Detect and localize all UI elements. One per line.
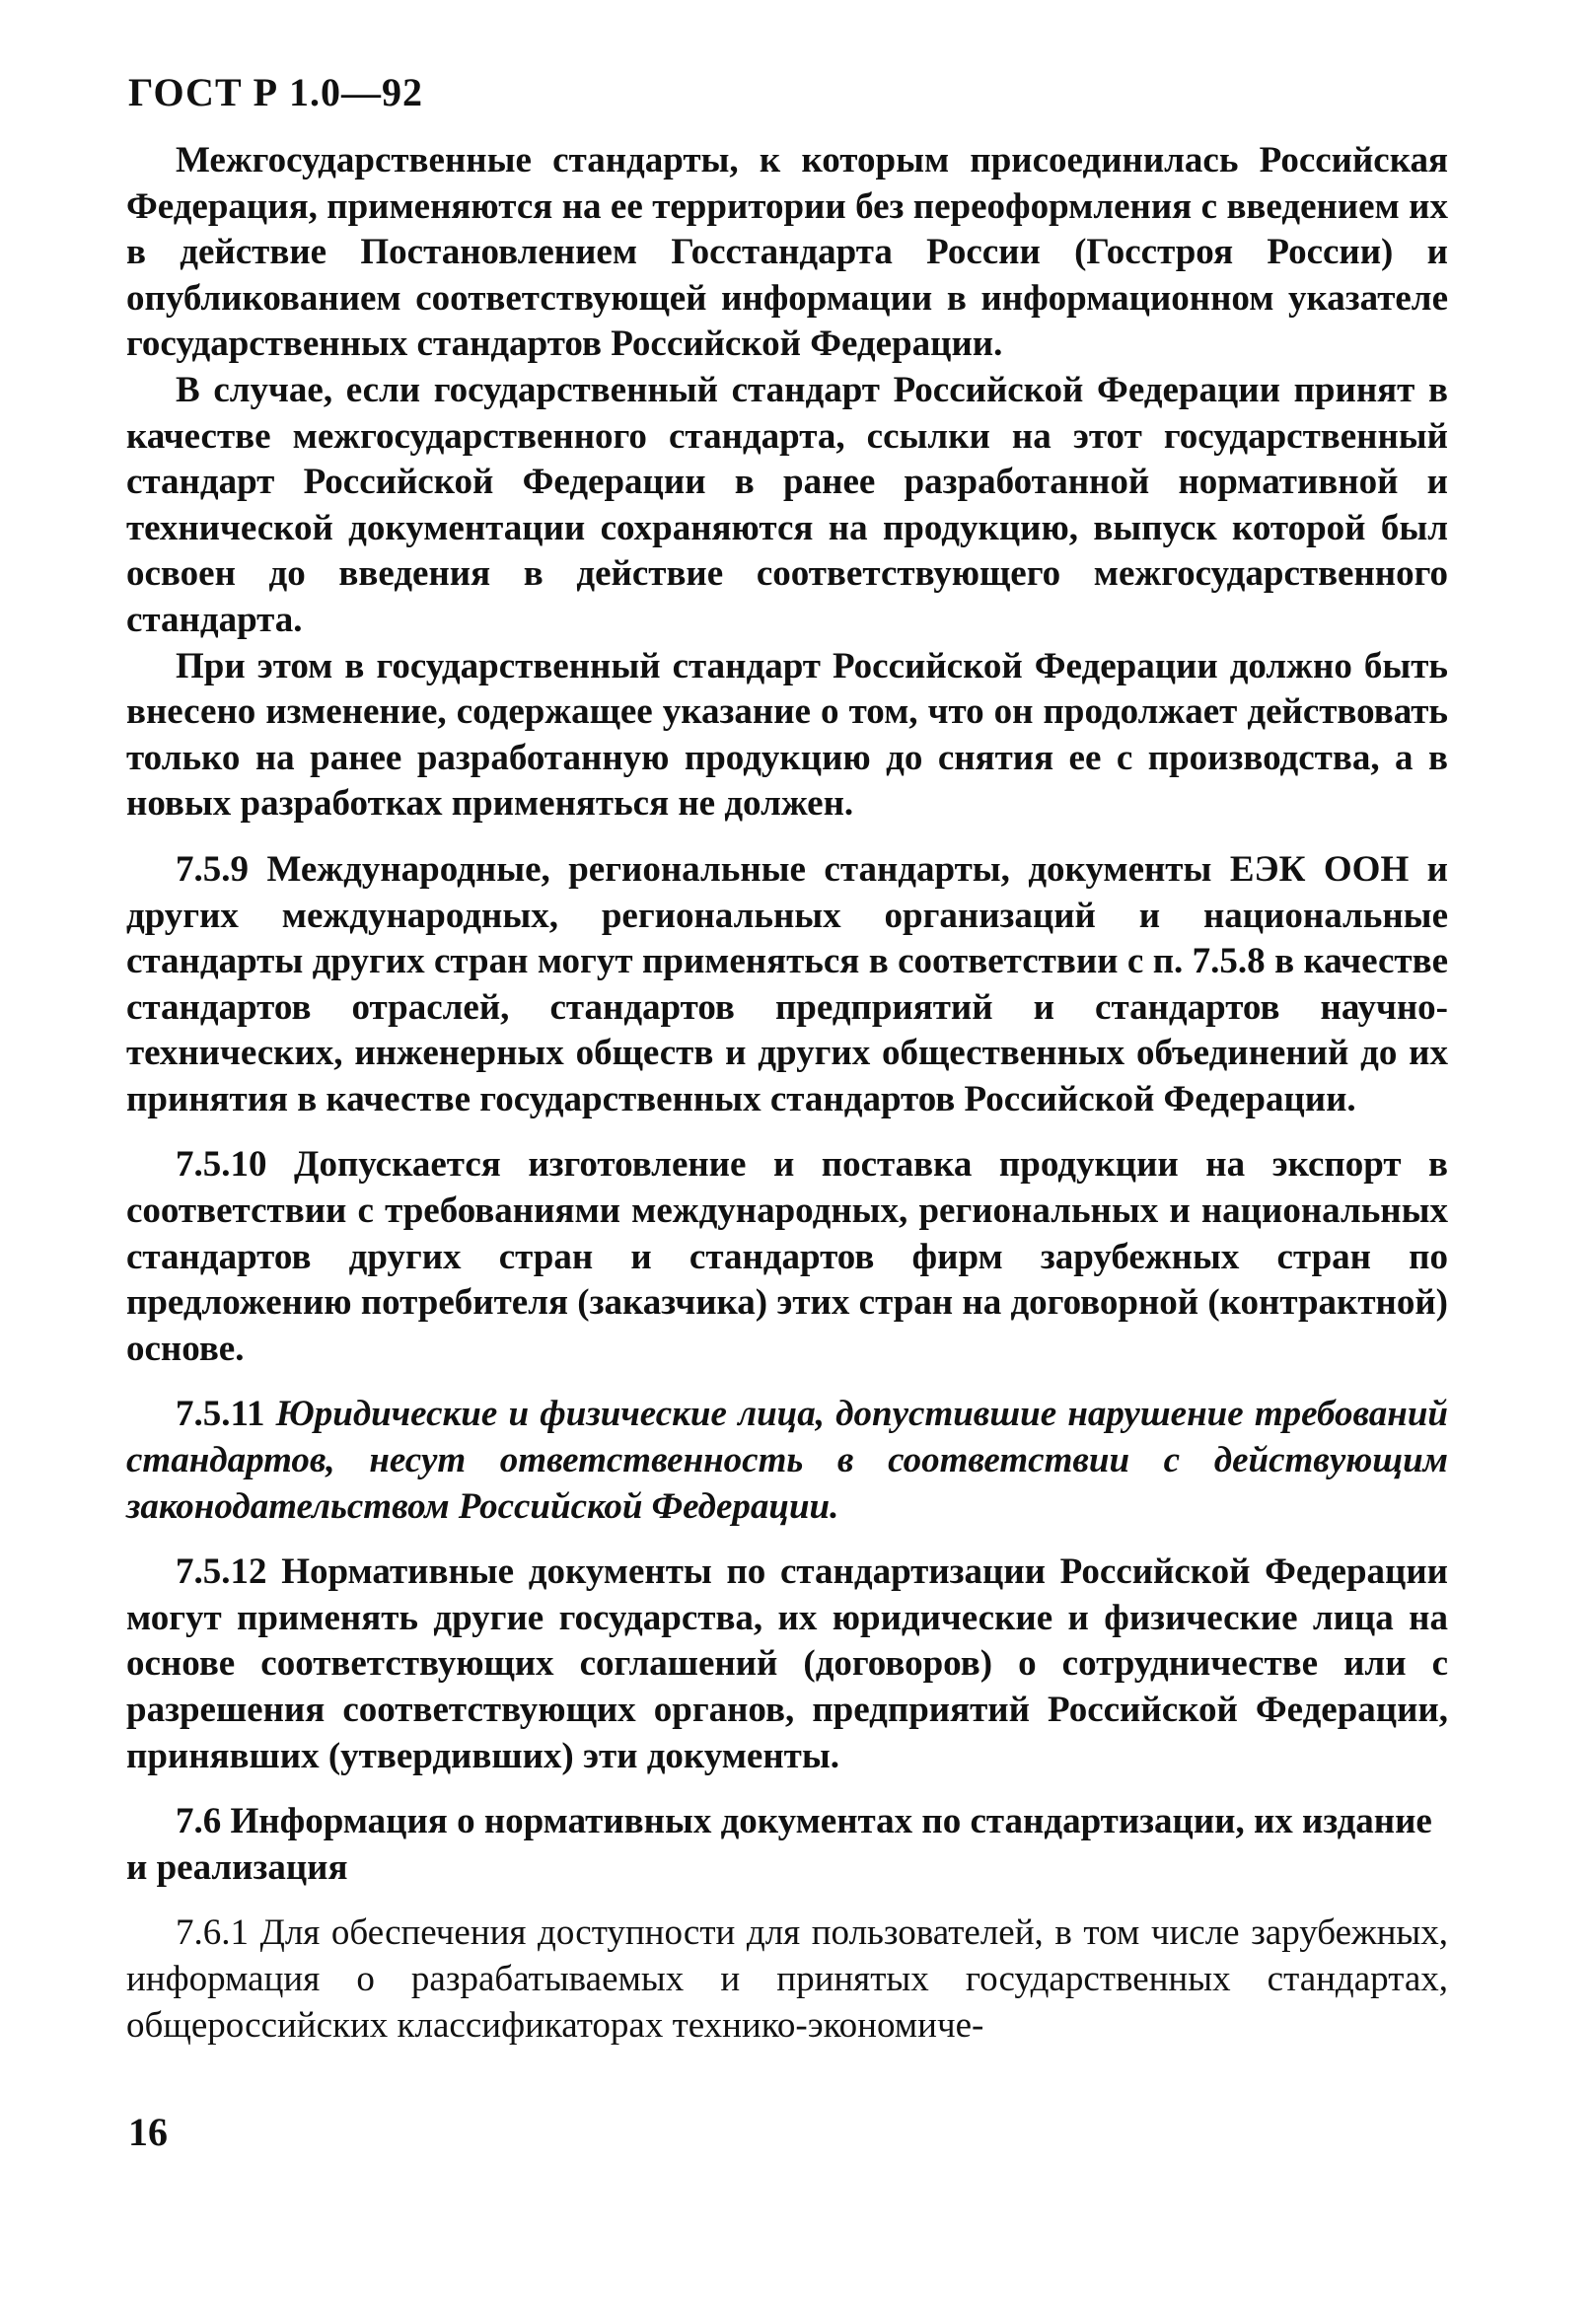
page-number: 16 (128, 2110, 168, 2154)
paragraph-7-5-12: 7.5.12 Нормативные документы по стандартизации Российской Федерации могут применять другие государства, их юридические и физические лица на основе соответствующих соглашений (договоров) о сотрудничестве или с разрешения соответствующих органов, предприятий Российской Федерации, принявших (утвердивших) эти документы. (126, 1551, 1448, 1776)
paragraph-interstate-standards: Межгосударственные стандарты, к которым присоединилась Российская Федерация, применяются на ее территории без переоформления с введением их в действие Постановлением Госстандарта России (Госстроя России) и опубликованием соответствующей информации в информационном указателе государственных стандартов Российской Федерации. (126, 140, 1448, 365)
paragraph-adoption-case: В случае, если государственный стандарт Российской Федерации принят в качестве межгосударственного стандарта, ссылки на этот государственный стандарт Российской Федерации в ранее разработанной нормативной и технической документации сохраняются на продукцию, выпуск которой был освоен до введения в действие соответствующего межгосударственного стандарта. (126, 369, 1448, 640)
paragraph-7-5-11 (126, 1392, 1448, 1530)
paragraph-7-5-11-number: 7.5.11 (176, 1394, 265, 1435)
page-body (126, 138, 1448, 2049)
section-heading-7-6: 7.6 Информация о нормативных документах по стандартизации, их издание и реализация (126, 1801, 1432, 1888)
running-header: ГОСТ Р 1.0—92 (128, 70, 424, 114)
paragraph-7-5-9: 7.5.9 Международные, региональные стандарты, документы ЕЭК ООН и других международных, региональных организаций и национальные стандарты других стран могут применяться в соответствии с п. 7.5.8 в качестве стандартов отраслей, стандартов предприятий и стандартов научно-технических, инженерных обществ и других общественных объединений до их принятия в качестве государственных стандартов Российской Федерации. (126, 848, 1448, 1119)
paragraph-7-5-11-text: Юридические и физические лица, допустившие нарушение требований стандартов, несут ответственность в соответствии с действующим законодательством Российской Федерации. (126, 1394, 1448, 1527)
paragraph-7-5-10: 7.5.10 Допускается изготовление и поставка продукции на экспорт в соответствии с требованиями международных, региональных и национальных стандартов других стран и стандартов фирм зарубежных стран по предложению потребителя (заказчика) этих стран на договорной (контрактной) основе. (126, 1144, 1448, 1369)
paragraph-7-6-1: 7.6.1 Для обеспечения доступности для пользователей, в том числе зарубежных, информация о разрабатываемых и принятых государственных стандартах, общероссийских классификаторах технико-экономиче- (126, 1912, 1448, 2046)
paragraph-amendment: При этом в государственный стандарт Российской Федерации должно быть внесено изменение, содержащее указание о том, что он продолжает действовать только на ранее разработанную продукцию до снятия ее с производства, а в новых разработках применяться не должен. (126, 645, 1448, 825)
